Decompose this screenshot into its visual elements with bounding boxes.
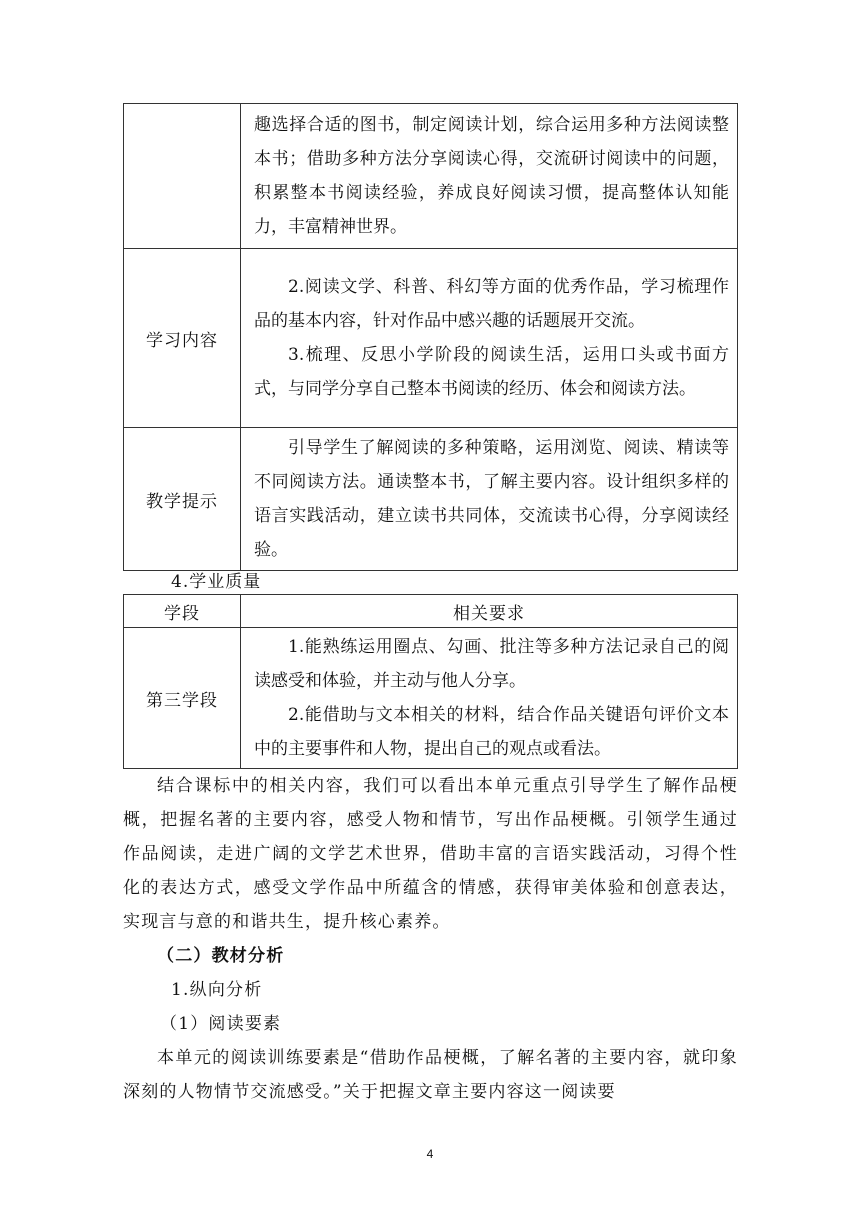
row-content [241,249,738,428]
table-row [124,104,738,249]
row-label: 教学提示 [124,428,241,571]
subsubsection-heading: （1）阅读要素 [160,1014,282,1034]
row-label: 第三学段 [124,628,241,769]
table-header-row [124,595,738,628]
content-paragraph: 2.能借助与文本相关的材料，结合作品关键语句评价文本中的主要事件和人物，提出自己的观点或看法。 [254,705,729,759]
curriculum-table [123,103,738,571]
content-paragraph: 趣选择合适的图书，制定阅读计划，综合运用多种方法阅读整本书；借助多种方法分享阅读心得，交流研讨阅读中的问题，积累整本书阅读经验，养成良好阅读习惯，提高整体认知能力，丰富精神世界。 [254,115,729,237]
column-header: 相关要求 [241,595,738,628]
row-content [241,428,738,571]
section-caption: 4.学业质量 [171,572,262,592]
column-header: 学段 [124,595,241,628]
body-paragraph: 本单元的阅读训练要素是“借助作品梗概，了解名著的主要内容，就印象深刻的人物情节交流感受。”关于把握文章主要内容这一阅读要 [123,1048,738,1102]
body-paragraph: 结合课标中的相关内容，我们可以看出本单元重点引导学生了解作品梗概，把握名著的主要内容，感受人物和情节，写出作品梗概。引领学生通过作品阅读，走进广阔的文学艺术世界，借助丰富的言语实践活动，习得个性化的表达方式，感受文学作品中所蕴含的情感，获得审美体验和创意表达，实现言与意的和谐共生，提升核心素养。 [123,776,738,932]
row-label: 学习内容 [124,249,241,428]
content-paragraph: 1.能熟练运用圈点、勾画、批注等多种方法记录自己的阅读感受和体验，并主动与他人分享。 [254,637,729,691]
subsection-heading: 1.纵向分析 [171,980,263,1000]
quality-table [123,594,738,769]
row-content [241,104,738,249]
page-number: 4 [426,1147,434,1161]
row-content [241,628,738,769]
row-label [124,104,241,249]
content-paragraph: 2.阅读文学、科普、科幻等方面的优秀作品，学习梳理作品的基本内容，针对作品中感兴趣的话题展开交流。 [254,277,729,331]
table-row [124,249,738,428]
content-paragraph: 3.梳理、反思小学阶段的阅读生活，运用口头或书面方式，与同学分享自己整本书阅读的经历、体会和阅读方法。 [254,345,729,399]
table-row [124,628,738,769]
content-paragraph: 引导学生了解阅读的多种策略，运用浏览、阅读、精读等不同阅读方法。通读整本书，了解主要内容。设计组织多样的语言实践活动，建立读书共同体，交流读书心得，分享阅读经验。 [254,438,729,560]
section-heading: （二）教材分析 [157,946,285,966]
table-row [124,428,738,571]
